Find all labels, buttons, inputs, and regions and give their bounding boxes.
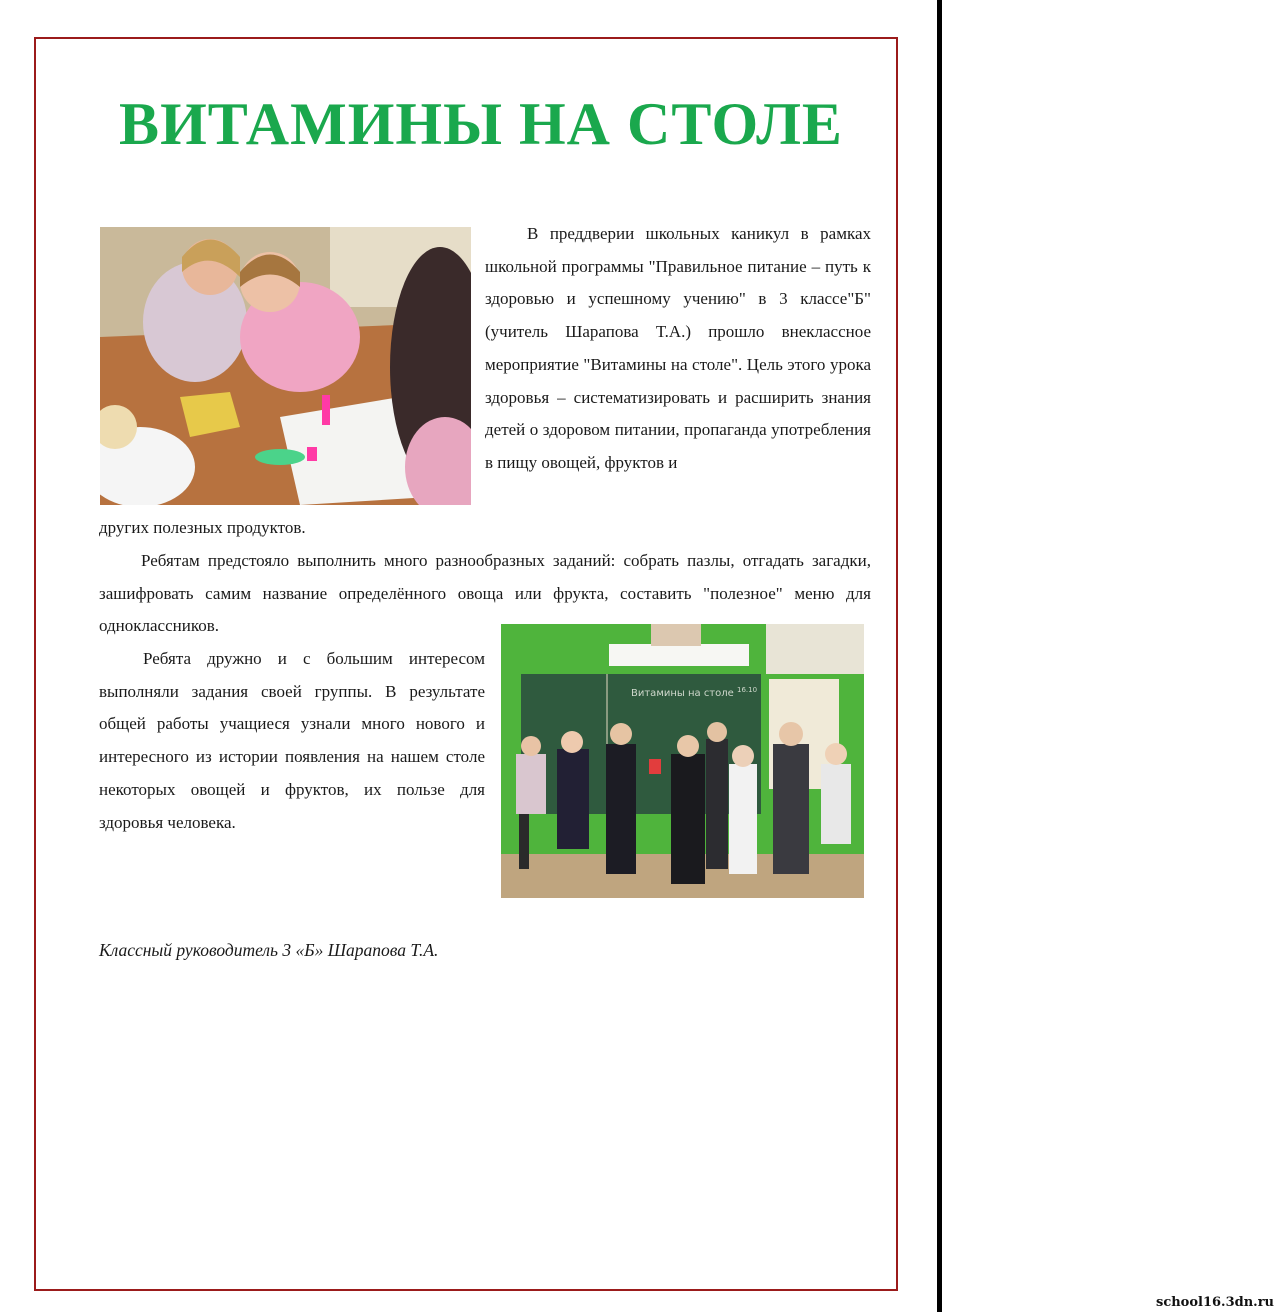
page-title: ВИТАМИНЫ НА СТОЛЕ bbox=[119, 91, 843, 157]
class-group-photo bbox=[501, 624, 864, 898]
children-at-table-photo bbox=[100, 227, 471, 505]
board-title: Витамины на столе bbox=[631, 688, 734, 699]
page-divider bbox=[937, 0, 942, 1312]
paragraph-intro-tail: других полезных продуктов. bbox=[99, 518, 306, 537]
paragraph-intro: В преддверии школьных каникул в рамках школьной программы "Правильное питание – путь к здоровью и успешному учению" в 3 классе"Б" (учитель Шарапова Т.А.) прошло внеклассное мероприятие "Витамины на столе". Цель этого урока здоровья – систематизировать и расширить знания детей о здоровом питании, пропаганда употребления в пищу овощей, фруктов и bbox=[485, 224, 871, 472]
board-date: 16.10 bbox=[737, 686, 758, 694]
paragraph-results: Ребята дружно и с большим интересом выполняли задания своей группы. В результате общей работы учащиеся узнали много нового и интересного из истории появления на нашем столе некоторых овощей и фруктов, их пользе для здоровья человека. bbox=[99, 649, 485, 832]
paragraph-tasks: Ребятам предстояло выполнить много разнообразных заданий: собрать пазлы, отгадать загадки, зашифровать самим название определённого овоща или фрукта, составить "полезное" меню для одноклассников. bbox=[99, 551, 871, 636]
site-watermark: school16.3dn.ru bbox=[1156, 1295, 1274, 1310]
signature: Классный руководитель 3 «Б» Шарапова Т.А. bbox=[99, 940, 439, 960]
